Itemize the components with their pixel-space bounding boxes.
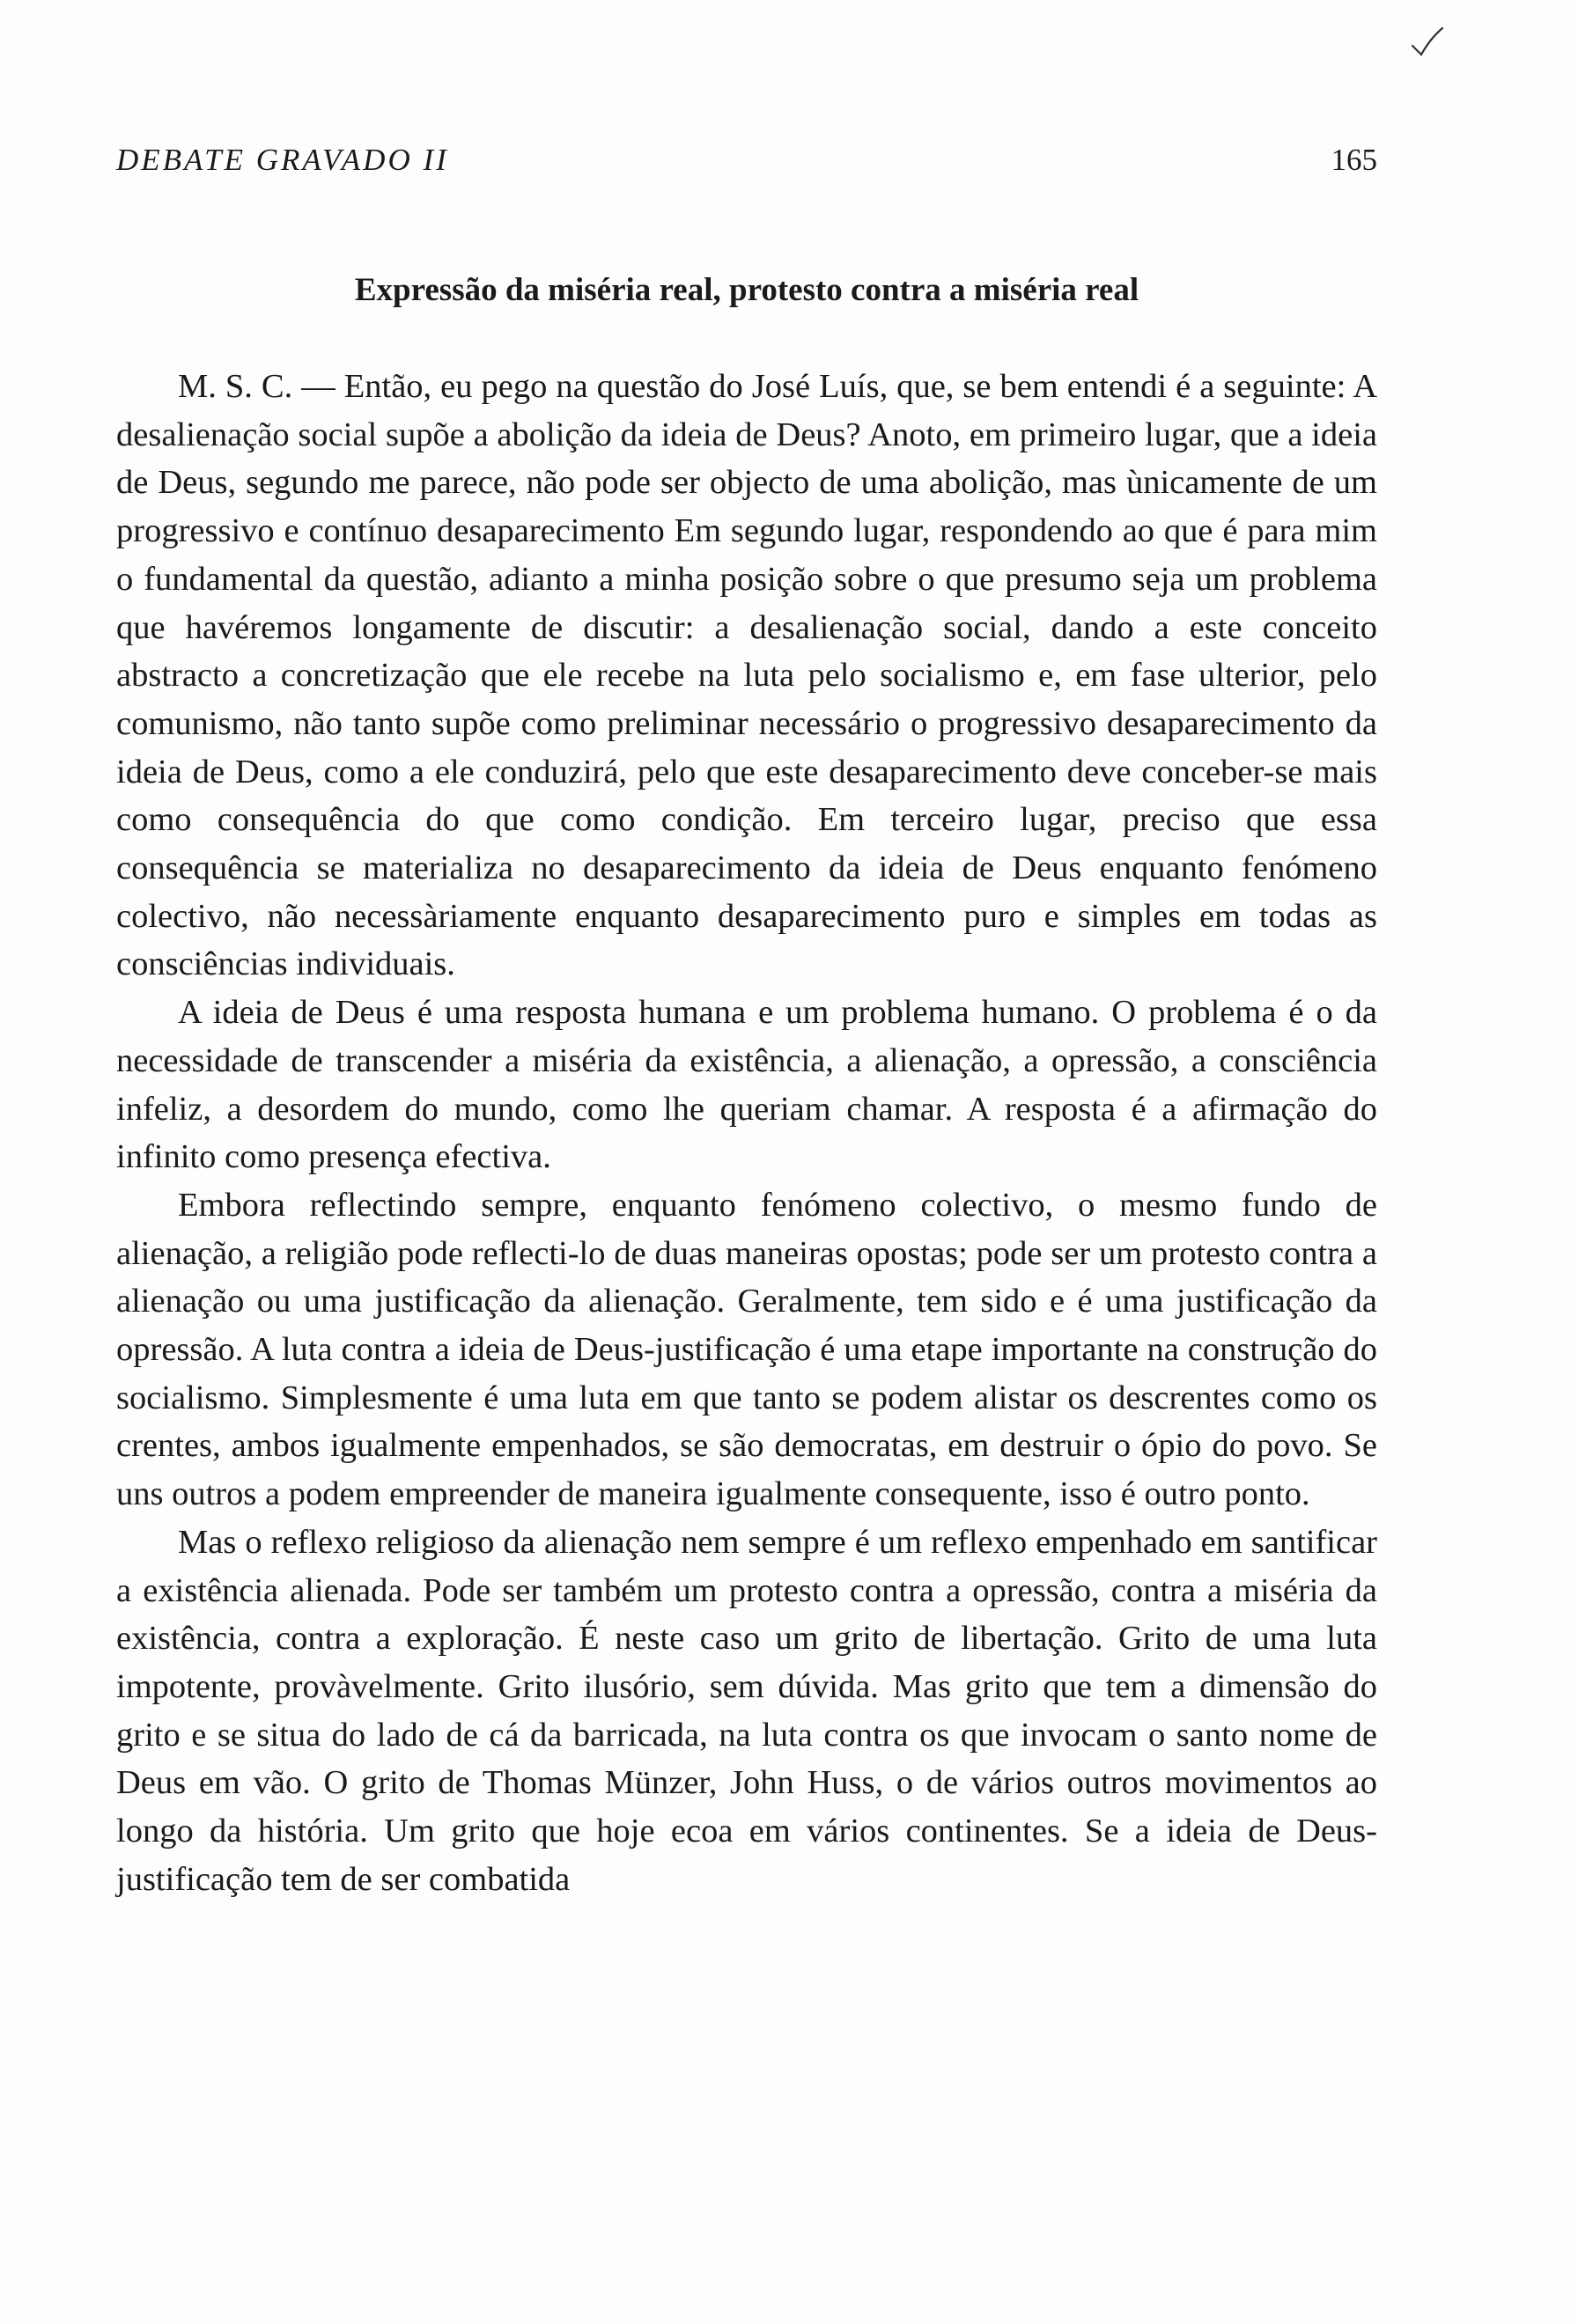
paragraph-1	[116, 363, 1377, 989]
paragraph-3: Embora reflectindo sempre, enquanto fenómeno colectivo, o mesmo fundo de alienação, a religião pode reflecti-lo de duas maneiras opostas; pode ser um protesto contra a alienação ou uma justificação da alienação. Geralmente, tem sido e é uma justificação da opressão. A luta contra a ideia de Deus-justificação é uma etape importante na construção do socialismo. Simplesmente é uma luta em que tanto se podem alistar os descrentes como os crentes, ambos igualmente empenhados, se são democratas, em destruir o ópio do povo. Se uns outros a podem empreender de maneira igualmente consequente, isso é outro ponto.	[116, 1186, 1377, 1513]
paragraph-1-text: — Então, eu pego na questão do José Luís, que, se bem entendi é a seguinte: A desalienação social supõe a abolição da ideia de Deus? Anoto, em primeiro lugar, que a ideia de Deus, segundo me parece, não pode ser objecto de uma abolição, mas ùnicamente de um progressivo e contínuo desaparecimento Em segundo lugar, respondendo ao que é para mim o fundamental da questão, adianto a minha posição sobre o que presumo seja um problema que havéremos longamente de discutir: a desalienação social, dando a este conceito abstracto a concretização que ele recebe na luta pelo socialismo e, em fase ulterior, pelo comunismo, não tanto supõe como preliminar necessário o progressivo desaparecimento da ideia de Deus, como a ele conduzirá, pelo que este desaparecimento deve conceber-se mais como consequência do que como condição. Em terceiro lugar, preciso que essa consequência se materializa no desaparecimento da ideia de Deus enquanto fenómeno colectivo, não necessàriamente enquanto desaparecimento puro e simples em todas as consciências individuais.	[116, 368, 1377, 983]
running-title: DEBATE GRAVADO II	[116, 143, 449, 177]
page-number: 165	[1331, 143, 1377, 177]
paragraph-4: Mas o reflexo religioso da alienação nem sempre é um reflexo empenhado em santificar a existência alienada. Pode ser também um protesto contra a opressão, contra a miséria da existência, contra a exploração. É neste caso um grito de libertação. Grito de uma luta impotente, provàvelmente. Grito ilusório, sem dúvida. Mas grito que tem a dimensão do grito e se situa do lado de cá da barricada, na luta contra os que invocam o santo nome de Deus em vão. O grito de Thomas Münzer, John Huss, o de vários outros movimentos ao longo da história. Um grito que hoje ecoa em vários continentes. Se a ideia de Deus-justificação tem de ser combatida	[116, 1523, 1377, 1898]
body-text	[116, 363, 1377, 1904]
paragraph-2: A ideia de Deus é uma resposta humana e um problema humano. O problema é o da necessidade de transcender a miséria da existência, a alienação, a opressão, a consciência infeliz, a desordem do mundo, como lhe queriam chamar. A resposta é a afirmação do infinito como presença efectiva.	[116, 994, 1377, 1176]
check-mark-icon	[1409, 25, 1444, 60]
speaker-initials: M. S. C.	[178, 368, 293, 405]
running-head	[116, 143, 1377, 185]
section-heading: Expressão da miséria real, protesto contra a miséria real	[354, 272, 1139, 308]
